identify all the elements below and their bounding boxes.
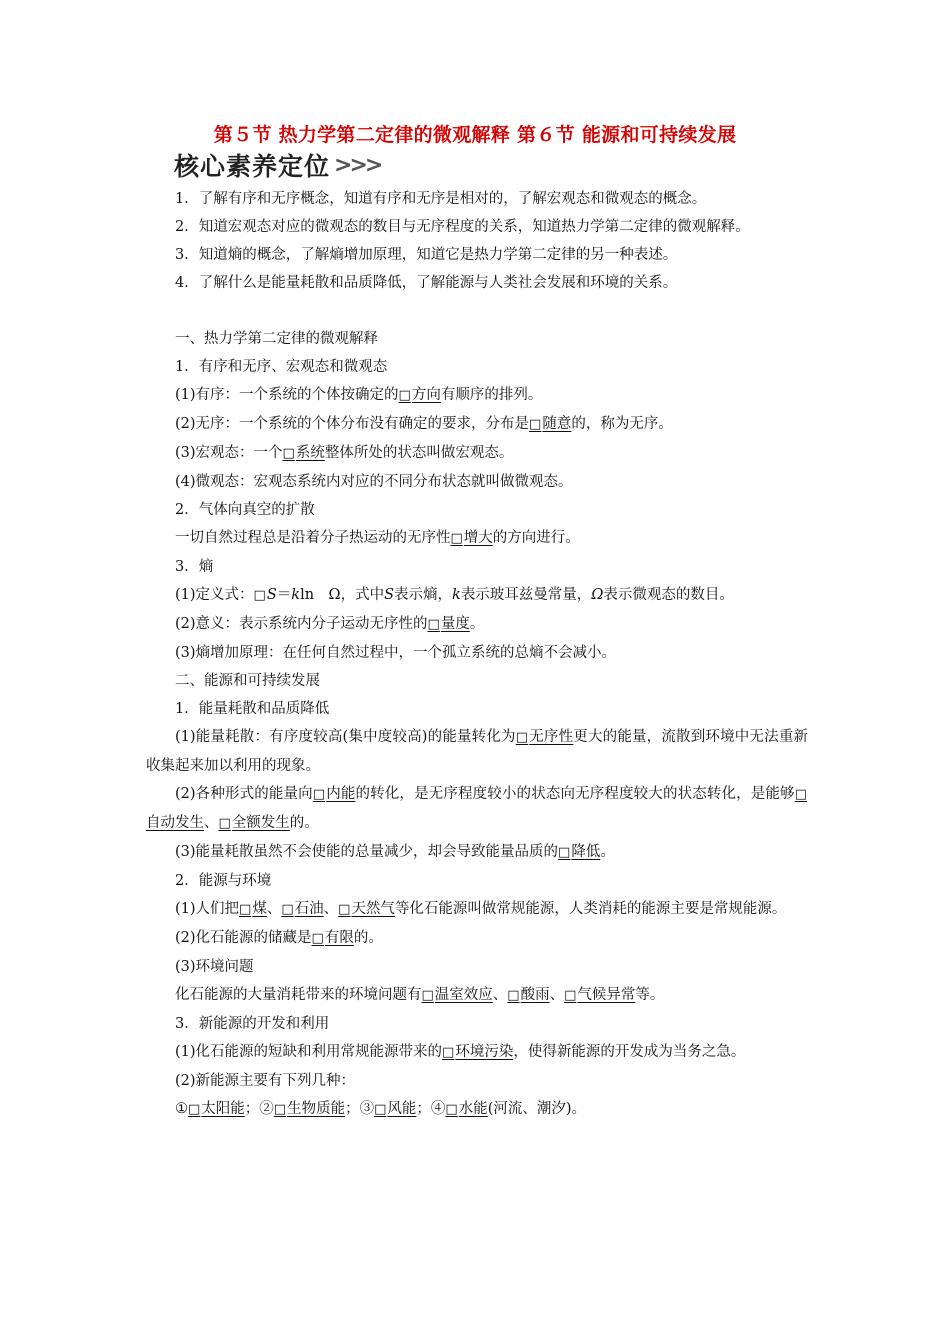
fill-blank: □天然气 bbox=[338, 901, 395, 917]
section-heading: 一、热力学第二定律的微观解释 bbox=[175, 331, 378, 347]
blank-box-icon: □ bbox=[282, 446, 295, 461]
blank-box-icon: □ bbox=[398, 388, 411, 403]
blank-box-icon: □ bbox=[281, 902, 294, 917]
goal-3: 3．知道熵的概念，了解熵增加原理，知道它是热力学第二定律的另一种表述。 bbox=[175, 247, 678, 263]
page-title: 第５节 热力学第二定律的微观解释 第６节 能源和可持续发展 bbox=[213, 124, 737, 146]
fill-blank: □煤 bbox=[239, 901, 267, 917]
subsection-heading: 3．新能源的开发和利用 bbox=[175, 1016, 330, 1032]
fill-blank: □降低 bbox=[558, 844, 601, 860]
blank-box-icon: □ bbox=[273, 1102, 287, 1117]
list-item: (3)宏观态：一个□系统整体所处的状态叫做宏观态。 bbox=[175, 445, 514, 461]
list-item: (1)化石能源的短缺和利用常规能源带来的□环境污染，使得新能源的开发成为当务之急。 bbox=[175, 1044, 746, 1060]
subsection-heading: 2．气体向真空的扩散 bbox=[175, 502, 315, 518]
fill-blank: □水能 bbox=[445, 1101, 488, 1117]
subsection-heading: 1．有序和无序、宏观态和微观态 bbox=[175, 359, 388, 375]
list-item: (2)化石能源的储藏是□有限的。 bbox=[175, 930, 383, 946]
fill-blank: □方向 bbox=[398, 387, 441, 403]
fill-blank: □温室效应 bbox=[421, 987, 493, 1003]
chevrons-right-icon: >>> bbox=[334, 152, 381, 178]
blank-box-icon: □ bbox=[338, 902, 351, 917]
list-item: (2)无序：一个系统的个体分布没有确定的要求，分布是□随意的，称为无序。 bbox=[175, 416, 673, 432]
paragraph: 化石能源的大量消耗带来的环境问题有□温室效应、□酸雨、□气候异常等。 bbox=[175, 987, 665, 1003]
list-item: ①□太阳能；②□生物质能；③□风能；④□水能(河流、潮汐)。 bbox=[175, 1101, 587, 1117]
blank-box-icon: □ bbox=[427, 617, 440, 632]
list-item: (3)熵增加原理：在任何自然过程中，一个孤立系统的总熵不会减小。 bbox=[175, 645, 617, 661]
fill-blank: □自动发生 bbox=[146, 787, 807, 831]
list-item: (2)意义：表示系统内分子运动无序性的□量度。 bbox=[175, 616, 485, 632]
list-item: (1)定义式：□S＝kln Ω，式中S表示熵，k表示玻耳兹曼常量，Ω表示微观态的数目。 bbox=[175, 587, 734, 603]
blank-box-icon: □ bbox=[253, 588, 266, 603]
blank-box-icon: □ bbox=[558, 845, 571, 860]
list-item: (4)微观态：宏观态系统内对应的不同分布状态就叫做微观态。 bbox=[175, 474, 573, 490]
blank-box-icon: □ bbox=[450, 531, 463, 546]
fill-blank: □石油 bbox=[281, 901, 324, 917]
blank-box-icon: □ bbox=[311, 931, 324, 946]
list-item: (2)各种形式的能量向□内能的转化，是无序程度较小的状态向无序程度较大的状态转化，是能够□自动发生、□全额发生的。 bbox=[146, 786, 807, 831]
list-item: (2)新能源主要有下列几种： bbox=[175, 1073, 356, 1089]
blank-box-icon: □ bbox=[239, 902, 252, 917]
section-heading: 二、能源和可持续发展 bbox=[175, 673, 320, 689]
subsection-heading: 1．能量耗散和品质降低 bbox=[175, 701, 330, 717]
list-item: (1)人们把□煤、□石油、□天然气等化石能源叫做常规能源，人类消耗的能源主要是常规能源。 bbox=[175, 901, 787, 917]
goal-2: 2．知道宏观态对应的微观态的数目与无序程度的关系，知道热力学第二定律的微观解释。 bbox=[175, 219, 750, 235]
blank-box-icon: □ bbox=[445, 1102, 458, 1117]
fill-blank: □增大 bbox=[450, 530, 493, 546]
fill-blank: □量度 bbox=[427, 616, 470, 632]
fill-blank: □气候异常 bbox=[564, 987, 636, 1003]
fill-blank: □内能 bbox=[312, 786, 356, 802]
list-item: (3)能量耗散虽然不会使能的总量减少，却会导致能量品质的□降低。 bbox=[175, 844, 615, 860]
blank-box-icon: □ bbox=[374, 1102, 387, 1117]
fill-blank: □风能 bbox=[374, 1101, 417, 1117]
blank-box-icon: □ bbox=[188, 1102, 201, 1117]
list-item: (1)有序：一个系统的个体按确定的□方向有顺序的排列。 bbox=[175, 387, 543, 403]
blank-box-icon: □ bbox=[421, 988, 434, 1003]
list-item: (1)能量耗散：有序度较高(集中度较高)的能量转化为□无序性更大的能量，流散到环境中无法重新收集起来加以利用的现象。 bbox=[146, 729, 809, 774]
subsection-heading: 3．熵 bbox=[175, 559, 214, 575]
blank-box-icon: □ bbox=[515, 730, 529, 745]
blank-box-icon: □ bbox=[507, 988, 520, 1003]
blank-box-icon: □ bbox=[794, 787, 807, 802]
blank-box-icon: □ bbox=[312, 787, 326, 802]
fill-blank: □环境污染 bbox=[442, 1044, 514, 1060]
spacer bbox=[146, 297, 808, 325]
paragraph: 一切自然过程总是沿着分子热运动的无序性□增大的方向进行。 bbox=[175, 530, 580, 546]
goal-4: 4．了解什么是能量耗散和品质降低，了解能源与人类社会发展和环境的关系。 bbox=[175, 275, 678, 291]
blank-box-icon: □ bbox=[218, 816, 231, 831]
fill-blank: □无序性 bbox=[515, 729, 574, 745]
blank-box-icon: □ bbox=[564, 988, 577, 1003]
fill-blank: □酸雨 bbox=[507, 987, 550, 1003]
fill-blank: □随意 bbox=[529, 416, 572, 432]
fill-blank: □系统 bbox=[282, 445, 325, 461]
blank-box-icon: □ bbox=[442, 1045, 455, 1060]
fill-blank: □生物质能 bbox=[273, 1101, 346, 1117]
fill-blank: □全额发生 bbox=[218, 815, 290, 831]
banner-text: 核心素养定位 bbox=[174, 152, 331, 181]
goal-1: 1．了解有序和无序概念，知道有序和无序是相对的，了解宏观态和微观态的概念。 bbox=[175, 191, 707, 207]
document-body bbox=[146, 185, 808, 1124]
subsection-heading: 2．能源与环境 bbox=[175, 873, 272, 889]
fill-blank: □有限 bbox=[311, 930, 354, 946]
core-literacy-banner bbox=[174, 148, 380, 182]
fill-blank: □太阳能 bbox=[188, 1101, 245, 1117]
blank-box-icon: □ bbox=[529, 417, 542, 432]
list-item: (3)环境问题 bbox=[175, 959, 254, 975]
